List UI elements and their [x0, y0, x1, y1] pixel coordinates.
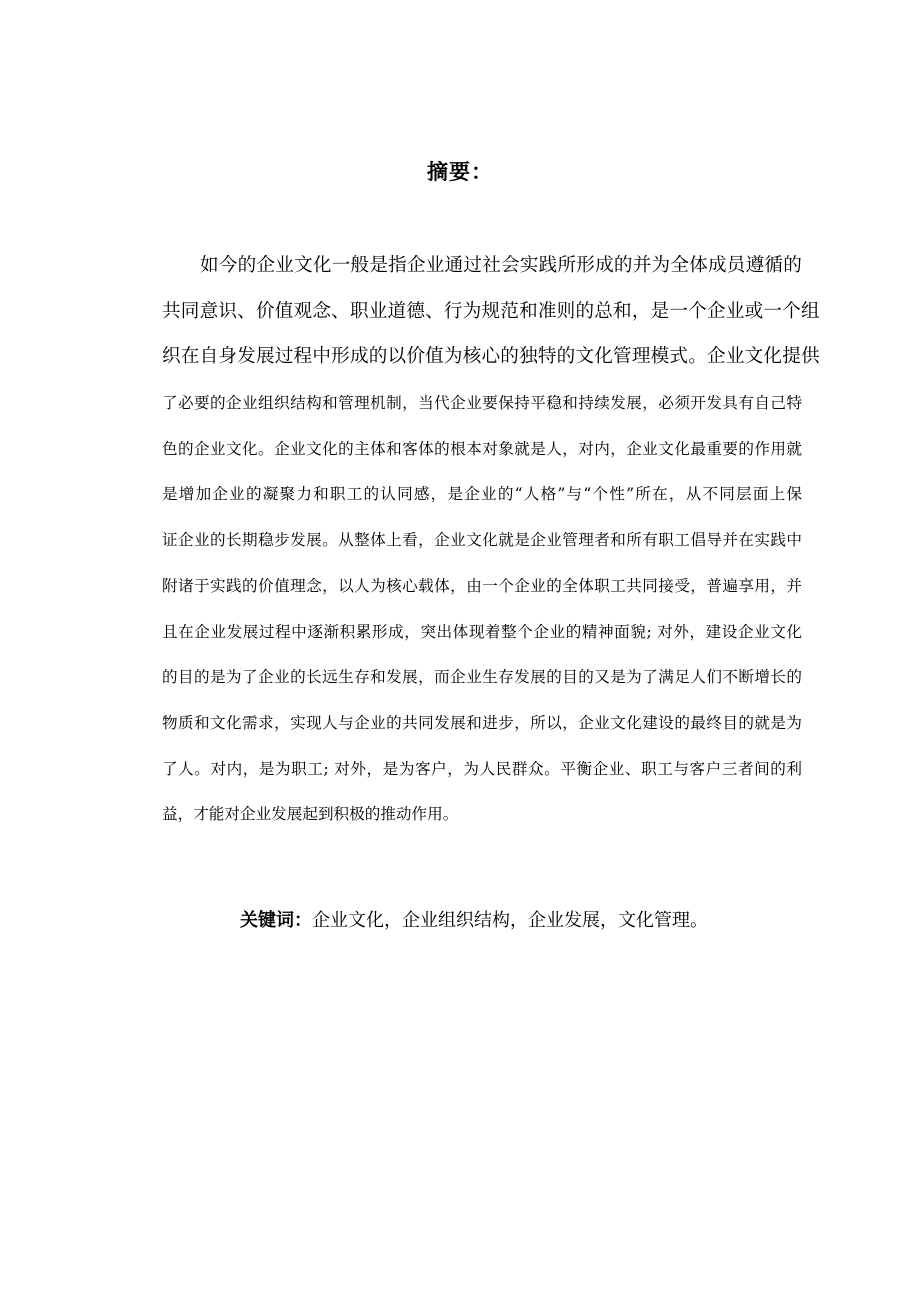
abstract-line: 是增加企业的凝聚力和职工的认同感，是企业的“人格”与“个性”所在，从不同层面上保 — [162, 485, 802, 504]
keywords-label: 关键词： — [240, 910, 312, 931]
abstract-line: 了人。对内，是为职工; 对外，是为客户，为人民群众。平衡企业、职工与客户三者间的利 — [162, 759, 802, 778]
abstract-line: 益，才能对企业发展起到积极的推动作用。 — [162, 805, 459, 824]
abstract-line: 如今的企业文化一般是指企业通过社会实践所形成的并为全体成员遵循的 — [200, 255, 802, 276]
abstract-line: 附诸于实践的价值理念，以人为核心载体，由一个企业的全体职工共同接受，普遍享用，并 — [162, 576, 802, 595]
abstract-line: 共同意识、价值观念、职业道德、行为规范和准则的总和，是一个企业或一个组 — [162, 300, 820, 322]
abstract-line: 的目的是为了企业的长远生存和发展，而企业生存发展的目的又是为了满足人们不断增长的 — [162, 668, 802, 687]
abstract-line: 物质和文化需求，实现人与企业的共同发展和进步，所以，企业文化建设的最终目的就是为 — [162, 713, 802, 732]
abstract-line: 且在企业发展过程中逐渐积累形成，突出体现着整个企业的精神面貌; 对外，建设企业文化 — [162, 622, 802, 641]
abstract-title: 摘要： — [427, 160, 493, 184]
keywords — [240, 906, 840, 936]
keywords-value: 企业文化，企业组织结构，企业发展，文化管理。 — [312, 910, 708, 931]
abstract-line: 证企业的长期稳步发展。从整体上看，企业文化就是企业管理者和所有职工倡导并在实践中 — [162, 531, 802, 550]
abstract-line: 色的企业文化。企业文化的主体和客体的根本对象就是人，对内，企业文化最重要的作用就 — [162, 439, 802, 458]
abstract-line: 了必要的企业组织结构和管理机制，当代企业要保持平稳和持续发展，必须开发具有自己特 — [162, 394, 802, 413]
abstract-body — [162, 251, 820, 845]
abstract-line: 织在自身发展过程中形成的以价值为核心的独特的文化管理模式。企业文化提供 — [162, 346, 820, 368]
